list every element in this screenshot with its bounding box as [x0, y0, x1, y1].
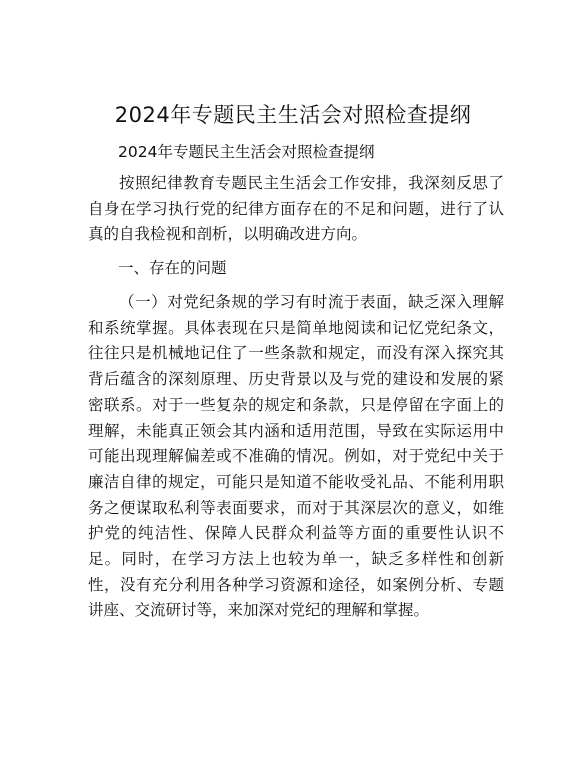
section-heading: 一、存在的问题	[118, 259, 227, 277]
body-paragraph-1: （一）对党纪条规的学习有时流于表面，缺乏深入理解和系统掌握。具体表现在只是简单地阅读和记忆党纪条文，往往只是机械地记住了一些条款和规定，而没有深入探究其背后蕴含的深刻原理、历史背景以及与党的建设和发展的紧密联系。对于一些复杂的规定和条款，只是停留在字面上的理解，未能真正领会其内涵和适用范围，导致在实际运用中可能出现理解偏差或不准确的情况。例如，对于党纪中关于廉洁自律的规定，可能只是知道不能收受礼品、不能利用职务之便谋取私利等表面要求，而对于其深层次的意义，如维护党的纯洁性、保障人民群众利益等方面的重要性认识不足。同时，在学习方法上也较为单一，缺乏多样性和创新性，没有充分利用各种学习资源和途径，如案例分析、专题讲座、交流研讨等，来加深对党纪的理解和掌握。	[88, 293, 504, 620]
document-title: 2024年专题民主生活会对照检查提纲	[114, 103, 472, 127]
document-subtitle: 2024年专题民主生活会对照检查提纲	[118, 143, 375, 161]
intro-paragraph: 按照纪律教育专题民主生活会工作安排，我深刻反思了自身在学习执行党的纪律方面存在的不足和问题，进行了认真的自我检视和剖析，以明确改进方向。	[88, 174, 504, 244]
